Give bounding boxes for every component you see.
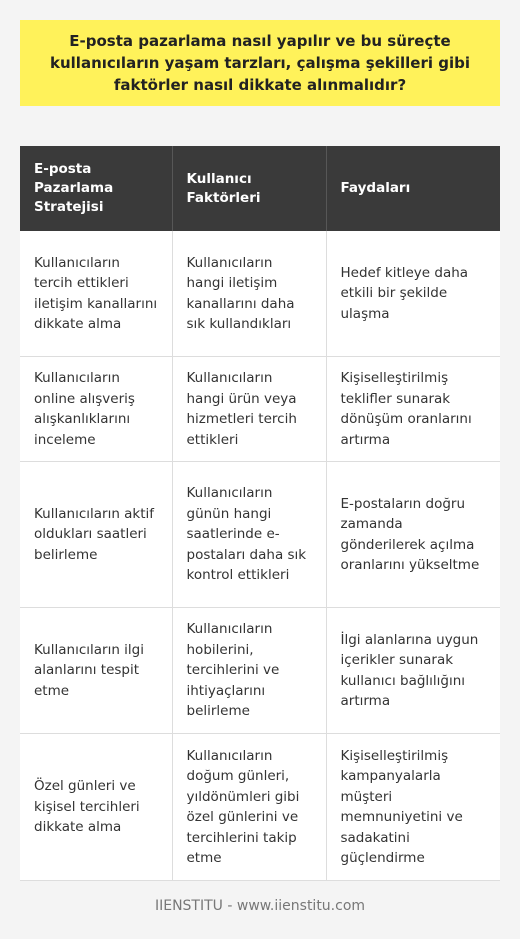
header-user-factors: Kullanıcı Faktörleri	[172, 146, 326, 231]
table-row	[20, 231, 500, 357]
header-strategy: E-posta Pazarlama Stratejisi	[20, 146, 172, 231]
table-header-row	[20, 146, 500, 231]
footer-credit: IIENSTITU - www.iienstitu.com	[154, 898, 366, 914]
table-cell: İlgi alanlarına uygun içerikler sunarak kullanıcı bağlılığını artırma	[326, 608, 500, 734]
table-cell: Kullanıcıların hangi iletişim kanallarını daha sık kullandıkları	[172, 231, 326, 357]
table-cell: Kullanıcıların aktif oldukları saatleri belirleme	[20, 462, 172, 608]
header-benefits: Faydaları	[326, 146, 500, 231]
page-title: E-posta pazarlama nasıl yapılır ve bu süreçte kullanıcıların yaşam tarzları, çalışma şekilleri gibi faktörler nasıl dikkate alınmalıdır?	[50, 32, 470, 94]
table-row	[20, 734, 500, 881]
table-cell: Kullanıcıların hangi ürün veya hizmetleri tercih ettikleri	[172, 357, 326, 462]
table-cell: Kullanıcıların hobilerini, tercihlerini ve ihtiyaçlarını belirleme	[172, 608, 326, 734]
table-row	[20, 357, 500, 462]
table-row	[20, 462, 500, 608]
table-cell: Kişiselleştirilmiş kampanyalarla müşteri memnuniyetini ve sadakatini güçlendirme	[326, 734, 500, 881]
table-cell: Kullanıcıların online alışveriş alışkanlıklarını inceleme	[20, 357, 172, 462]
table-cell: Kullanıcıların tercih ettikleri iletişim kanallarını dikkate alma	[20, 231, 172, 357]
table-cell: Kullanıcıların ilgi alanlarını tespit etme	[20, 608, 172, 734]
table-row	[20, 608, 500, 734]
table-cell: E-postaların doğru zamanda gönderilerek açılma oranlarını yükseltme	[326, 462, 500, 608]
title-banner	[20, 20, 500, 106]
table-cell: Özel günleri ve kişisel tercihleri dikkate alma	[20, 734, 172, 881]
strategy-table	[20, 146, 500, 881]
table-cell: Kişiselleştirilmiş teklifler sunarak dönüşüm oranlarını artırma	[326, 357, 500, 462]
table-cell: Kullanıcıların günün hangi saatlerinde e-postaları daha sık kontrol ettikleri	[172, 462, 326, 608]
table-cell: Hedef kitleye daha etkili bir şekilde ulaşma	[326, 231, 500, 357]
table-cell: Kullanıcıların doğum günleri, yıldönümleri gibi özel günlerini ve tercihlerini takip etme	[172, 734, 326, 881]
